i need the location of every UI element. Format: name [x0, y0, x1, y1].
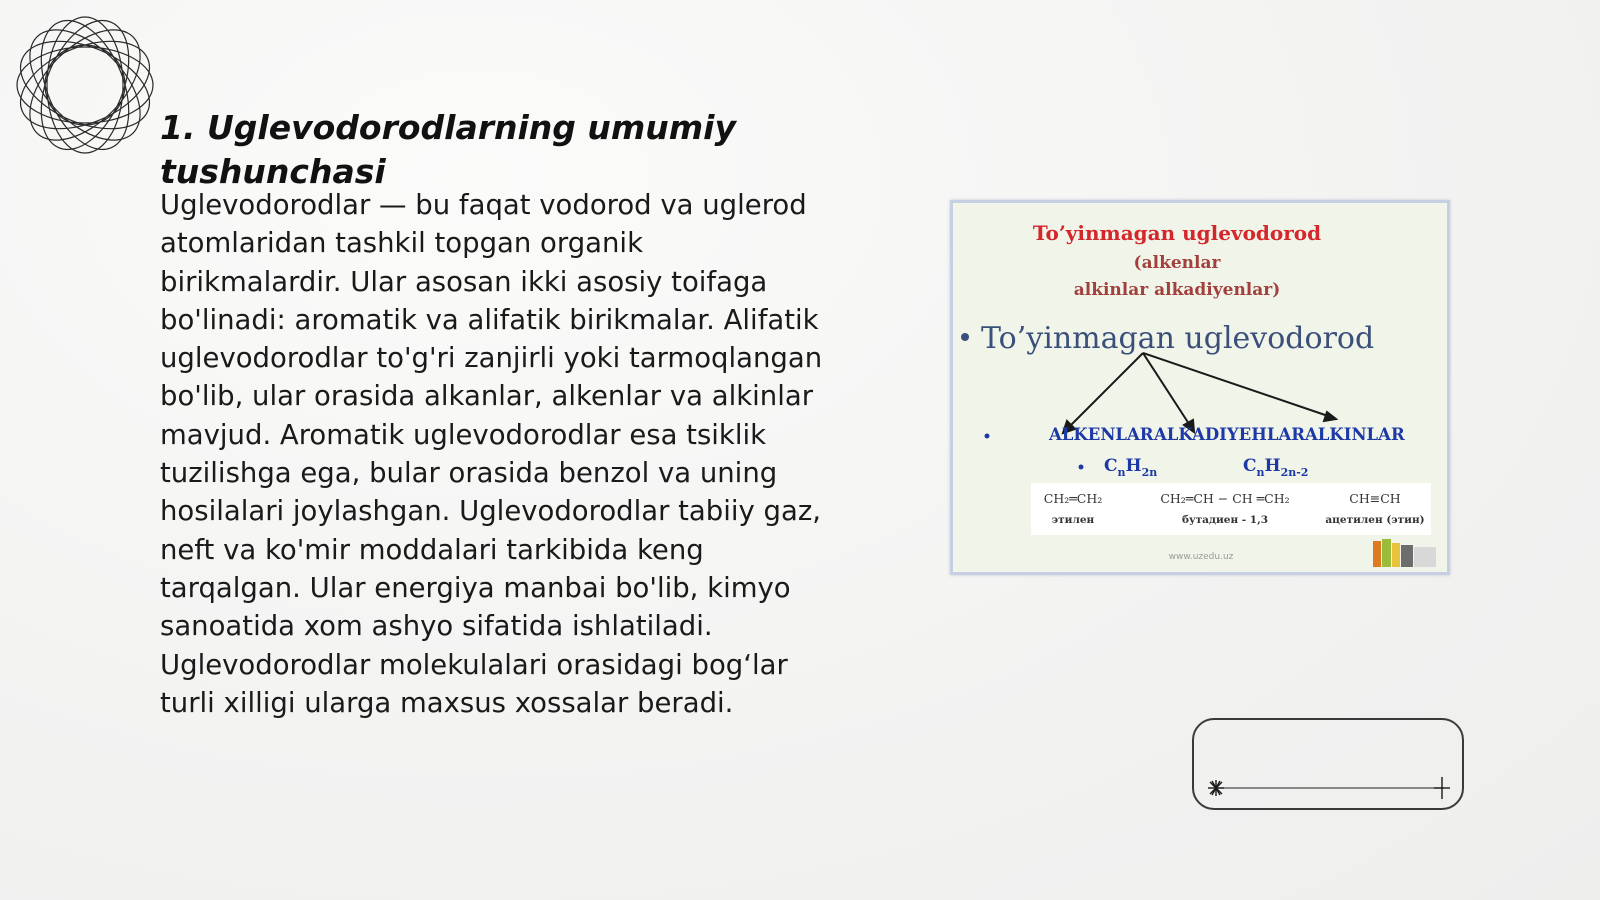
slide-footer: www.uzedu.uz	[1168, 552, 1234, 562]
formula-alkynes	[1243, 456, 1308, 479]
ornament-ellipse	[10, 10, 160, 160]
class-alkenlar: ALKENLAR	[1049, 425, 1154, 444]
slide-subtitle-line2: alkinlar alkadiyenlar)	[1073, 280, 1281, 300]
slide-small-bullet-1	[985, 434, 990, 439]
ornament-ellipse	[10, 10, 160, 160]
class-alkinlar: ALKINLAR	[1305, 425, 1405, 444]
slide-subtitle-line1: (alkenlar	[1133, 253, 1221, 273]
formula-alkenes	[1104, 456, 1157, 479]
crosshair-icon	[1434, 777, 1450, 799]
classification-arrows	[1063, 353, 1336, 433]
example-name-butadiene: бутадиен - 1,3	[1181, 514, 1269, 526]
body-paragraph: Uglevodorodlar — bu faqat vodorod va uglerod atomlaridan tashkil topgan organik birikmalardir. Ular asosan ikki asosiy toifaga bo'linadi: aromatik va alifatik birikmalar. Alifatik uglevodorodlar to'g'ri zanjirli yoki tarmoqlangan bo'lib, ular orasida alkanlar, alkenlar va alkinlar mavjud. Aromatik uglevodorodlar esa tsiklik tuzilishga ega, bular orasida benzol va uning hosilalari joylashgan. Uglevodorodlar tabiiy gaz, neft va ko'mir moddalari tarkibida keng tarqalgan. Ular energiya manbai bo'lib, kimyo sanoatida xom ashyo sifatida ishlatiladi. Uglevodorodlar molekulalari orasidagi bog‘lar turli xilligi ularga maxsus xossalar beradi.	[160, 189, 823, 719]
starburst-icon	[1208, 780, 1224, 796]
example-formula-ethylene: CH₂═CH₂	[1043, 491, 1103, 506]
books-logo-icon	[1373, 539, 1436, 567]
example-formula-butadiene: CH₂═CH − CH ═CH₂	[1160, 491, 1290, 506]
example-name-ethylene: этилен	[1051, 514, 1095, 526]
class-alkadiyehlar: ALKADIYEHLAR	[1154, 425, 1305, 444]
example-name-acetylene: ацетилен (этин)	[1325, 514, 1425, 526]
page-title: 1. Uglevodorodlarning umumiy tushunchasi	[160, 108, 736, 191]
slide-title: To’yinmagan uglevodorod	[1032, 221, 1322, 245]
slide-bullet-dot	[961, 333, 969, 341]
ornament-circles-icon	[10, 10, 160, 160]
embedded-slide-image	[950, 200, 1450, 575]
svg-text:CnH2n: $C_nH_{2n}$	[1104, 456, 1158, 479]
slide-small-bullet-2	[1079, 465, 1084, 470]
svg-text:CnH2n-2: $C_nH_{2n-2}$	[1243, 456, 1309, 479]
example-formula-acetylene: CH≡CH	[1349, 491, 1401, 506]
ornament-inner-circle	[45, 45, 125, 125]
slide-bullet-text: To’yinmagan uglevodorod	[981, 321, 1375, 356]
timeline-decoration	[1192, 718, 1464, 810]
